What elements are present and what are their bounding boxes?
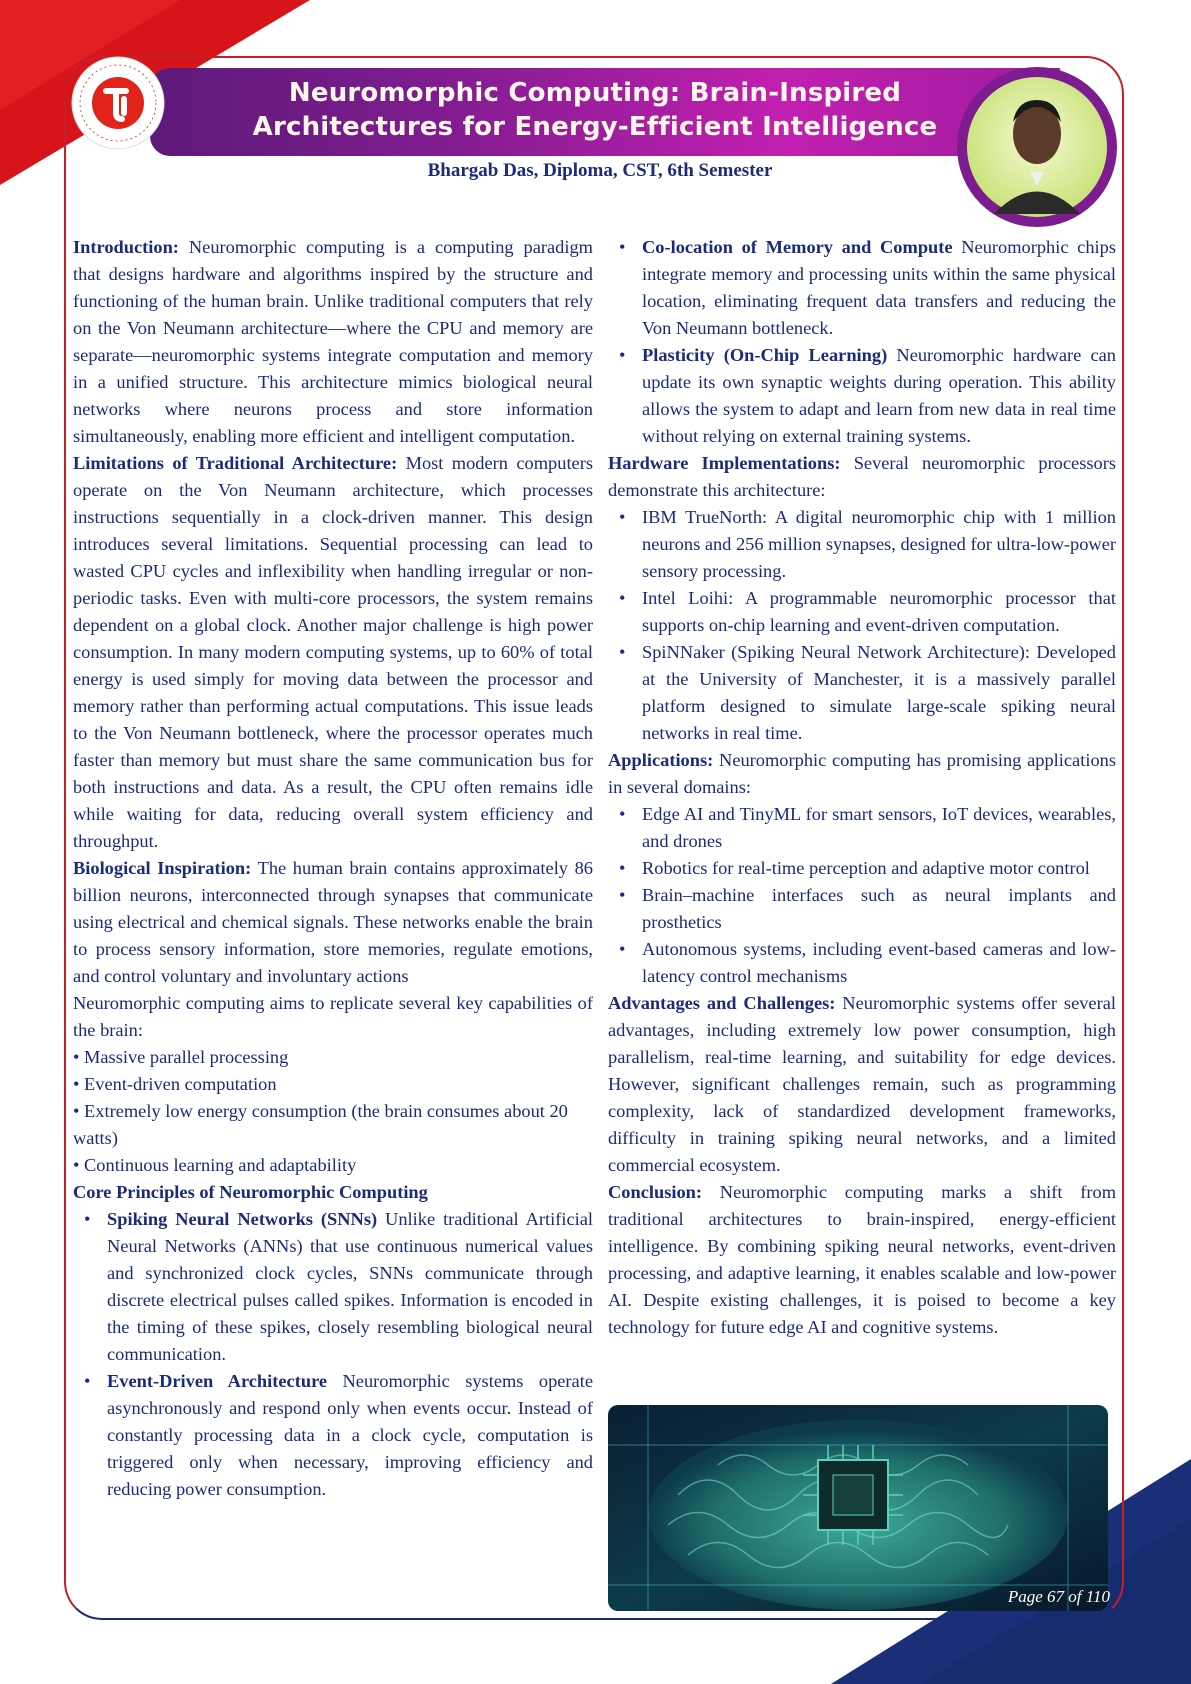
plasticity-text: Neuromorphic hardware can update its own synaptic weights during operation. This ability allows the system to adapt and learn from new data in real time without relying on external training systems. — [642, 345, 1116, 446]
limitations-text: Most modern computers operate on the Von Neumann architecture, which processes instructions sequentially in a clock-driven manner. This design introduces several limitations. Sequential processing can lead to wasted CPU cycles and inflexibility when handling irregular or non-periodic tasks. Even with multi-core processors, the system remains dependent on a global clock. Another major challenge is high power consumption. In many modern computing systems, up to 60% of total energy is used simply for moving data between the processor and memory rather than performing actual computations. This issue leads to the Von Neumann bottleneck, where the processor operates much faster than memory but must share the same communication bus for both instructions and data. As a result, the CPU often remains idle while waiting for data, reducing overall system efficiency and throughput. — [73, 453, 593, 851]
page-number: Page 67 of 110 — [1007, 1587, 1110, 1606]
conclusion-text: Neuromorphic computing marks a shift from traditional architectures to brain-inspired, energy-efficient intelligence. By combining spiking neural networks, event-driven processing, and adaptive learning, it enables scalable and low-power AI. Despite existing challenges, it is poised to become a key technology for future edge AI and cognitive systems. — [608, 1182, 1116, 1337]
conclusion-paragraph — [608, 1179, 1116, 1341]
list-item: • Intel Loihi: A programmable neuromorphic processor that supports on-chip learning and event-driven computation. — [642, 585, 1116, 639]
core-principles-heading: Core Principles of Neuromorphic Computing — [73, 1182, 428, 1202]
list-item: • Robotics for real-time perception and adaptive motor control — [642, 855, 1116, 882]
limitations-heading: Limitations of Traditional Architecture: — [73, 453, 398, 473]
list-item — [107, 1368, 593, 1503]
list-item: • IBM TrueNorth: A digital neuromorphic chip with 1 million neurons and 256 million synapses, designed for ultra-low-power sensory processing. — [642, 504, 1116, 585]
author-photo — [954, 64, 1120, 230]
biological-heading: Biological Inspiration: — [73, 858, 252, 878]
intro-paragraph — [73, 234, 593, 450]
applications-paragraph — [608, 747, 1116, 801]
list-item — [642, 234, 1116, 342]
hardware-text: Several neuromorphic processors demonstrate this architecture: — [608, 453, 1116, 500]
left-column — [73, 234, 593, 1503]
list-item: • SpiNNaker (Spiking Neural Network Architecture): Developed at the University of Manchester, it is a massively parallel platform designed to simulate large-scale spiking neural networks in real time. — [642, 639, 1116, 747]
intro-heading: Introduction: — [73, 237, 179, 257]
college-logo — [70, 55, 166, 151]
list-item — [107, 1206, 593, 1368]
applications-text: Neuromorphic computing has promising applications in several domains: — [608, 750, 1116, 797]
core-principles-list — [73, 1206, 593, 1503]
title-line-2: Architectures for Energy-Efficient Intelligence — [252, 112, 938, 142]
conclusion-heading: Conclusion: — [608, 1182, 703, 1202]
capability-item: • Event-driven computation — [73, 1074, 277, 1094]
hardware-list — [608, 504, 1116, 747]
advantages-paragraph — [608, 990, 1116, 1179]
core-principles-list-continued — [608, 234, 1116, 450]
advantages-heading: Advantages and Challenges: — [608, 993, 836, 1013]
applications-heading: Applications: — [608, 750, 714, 770]
event-driven-heading: Event-Driven Architecture — [107, 1371, 328, 1391]
colocation-text: Neuromorphic chips integrate memory and processing units within the same physical location, eliminating frequent data transfers and reducing the Von Neumann bottleneck. — [642, 237, 1116, 338]
title-line-1: Neuromorphic Computing: Brain-Inspired — [288, 78, 902, 108]
plasticity-heading: Plasticity (On-Chip Learning) — [642, 345, 888, 365]
list-item: • Brain–machine interfaces such as neural implants and prosthetics — [642, 882, 1116, 936]
intro-text: Neuromorphic computing is a computing paradigm that designs hardware and algorithms inspired by the structure and functioning of the human brain. Unlike traditional computers that rely on the Von Neumann architecture—where the CPU and memory are separate—neuromorphic systems integrate computation and memory in a unified structure. This architecture mimics biological neural networks where neurons process and store information simultaneously, enabling more efficient and intelligent computation. — [73, 237, 593, 446]
advantages-text: Neuromorphic systems offer several advantages, including extremely low power consumption, high parallelism, real-time learning, and suitability for edge devices. However, significant challenges remain, such as programming complexity, lack of standardized development frameworks, difficulty in training spiking neural networks, and a limited commercial ecosystem. — [608, 993, 1116, 1175]
limitations-paragraph — [73, 450, 593, 855]
snn-text: Unlike traditional Artificial Neural Networks (ANNs) that use continuous numerical values and synchronized clock cycles, SNNs communicate through discrete electrical pulses called spikes. Information is encoded in the timing of these spikes, closely resembling biological neural communication. — [107, 1209, 593, 1364]
author-line: Bhargab Das, Diploma, CST, 6th Semester — [427, 160, 773, 181]
right-column — [608, 234, 1116, 1341]
snn-heading: Spiking Neural Networks (SNNs) — [107, 1209, 378, 1229]
list-item: • Edge AI and TinyML for smart sensors, IoT devices, wearables, and drones — [642, 801, 1116, 855]
applications-list — [608, 801, 1116, 990]
list-item: • Autonomous systems, including event-based cameras and low-latency control mechanisms — [642, 936, 1116, 990]
aims-paragraph: Neuromorphic computing aims to replicate several key capabilities of the brain: — [73, 993, 593, 1040]
brain-chip-illustration — [608, 1405, 1108, 1611]
biological-paragraph — [73, 855, 593, 990]
hardware-paragraph — [608, 450, 1116, 504]
colocation-heading: Co-location of Memory and Compute — [642, 237, 953, 257]
event-driven-text: Neuromorphic systems operate asynchronously and respond only when events occur. Instead of constantly processing data in a clock cycle, computation is triggered only when necessary, improving efficiency and reducing power consumption. — [107, 1371, 593, 1499]
biological-text: The human brain contains approximately 86 billion neurons, interconnected through synapses that communicate using electrical and chemical signals. These networks enable the brain to process sensory information, store memories, regulate emotions, and control voluntary and involuntary actions — [73, 858, 594, 986]
list-item — [642, 342, 1116, 450]
hardware-heading: Hardware Implementations: — [608, 453, 841, 473]
capability-item: • Massive parallel processing — [73, 1047, 289, 1067]
article-title — [240, 76, 950, 144]
capability-item: • Extremely low energy consumption (the brain consumes about 20 watts) — [73, 1101, 568, 1148]
capability-item: • Continuous learning and adaptability — [73, 1155, 357, 1175]
